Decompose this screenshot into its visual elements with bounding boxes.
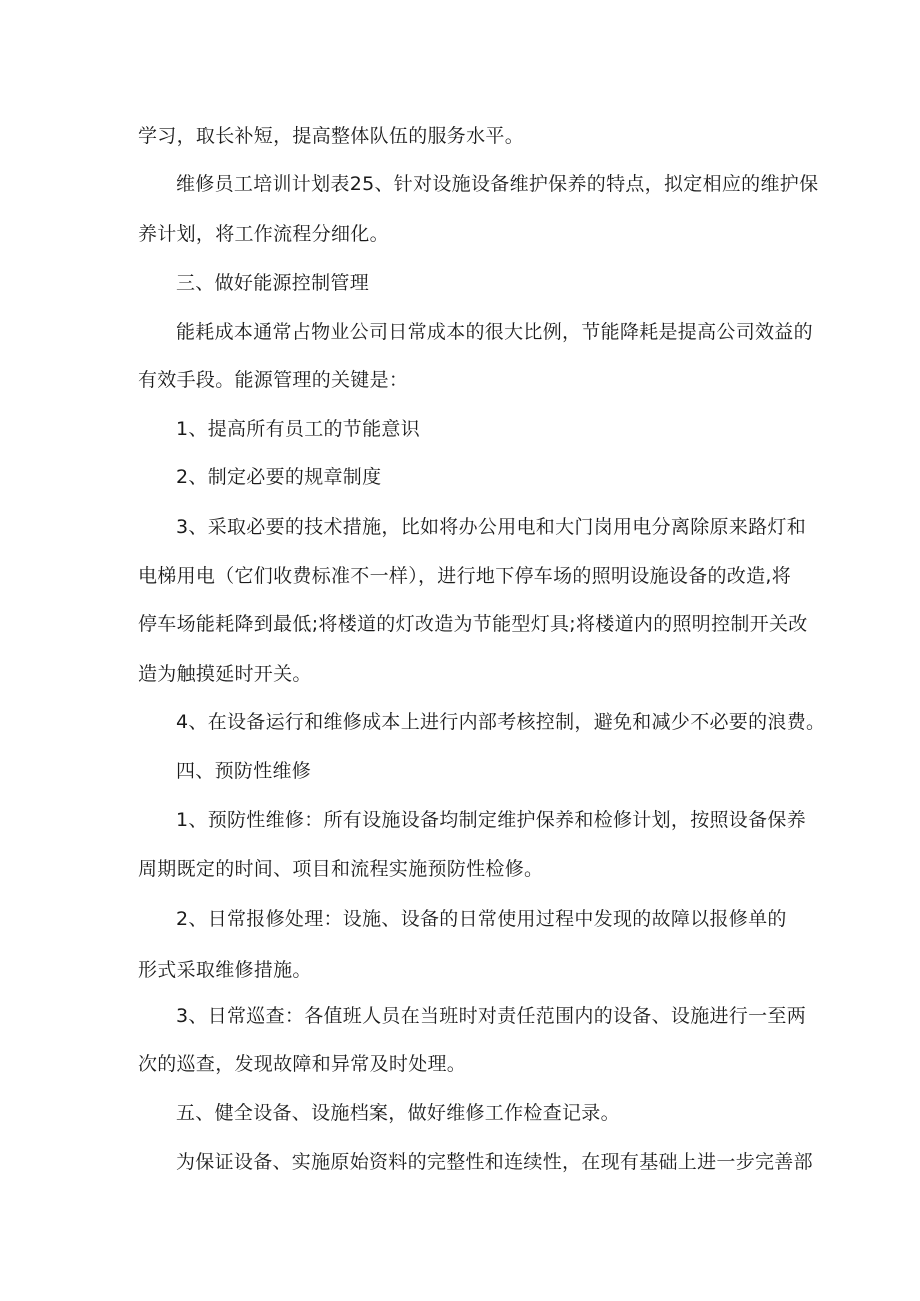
text-line: 停车场能耗降到最低;将楼道的灯改造为节能型灯具;将楼道内的照明控制开关改	[138, 613, 808, 635]
section-heading: 三、做好能源控制管理	[176, 272, 370, 294]
text-line: 为保证设备、实施原始资料的完整性和连续性，在现有基础上进一步完善部	[176, 1151, 813, 1173]
list-item: 1、预防性维修：所有设施设备均制定维护保养和检修计划，按照设备保养	[176, 809, 806, 831]
text-line: 形式采取维修措施。	[138, 959, 312, 981]
list-item: 4、在设备运行和维修成本上进行内部考核控制，避免和减少不必要的浪费。	[176, 711, 826, 733]
text-line: 次的巡查，发现故障和异常及时处理。	[138, 1053, 467, 1075]
list-item: 3、采取必要的技术措施，比如将办公用电和大门岗用电分离除原来路灯和	[176, 516, 806, 538]
section-heading: 四、预防性维修	[176, 760, 312, 782]
text-line: 养计划，将工作流程分细化。	[138, 223, 389, 245]
text-line: 能耗成本通常占物业公司日常成本的很大比例，节能降耗是提高公司效益的	[176, 321, 813, 343]
list-item: 1、提高所有员工的节能意识	[176, 418, 420, 440]
list-item: 2、制定必要的规章制度	[176, 466, 382, 488]
text-line: 维修员工培训计划表25、针对设施设备维护保养的特点，拟定相应的维护保	[176, 173, 819, 195]
text-line: 电梯用电（它们收费标准不一样），进行地下停车场的照明设施设备的改造,将	[138, 565, 792, 587]
text-line: 周期既定的时间、项目和流程实施预防性检修。	[138, 858, 544, 880]
section-heading: 五、健全设备、设施档案，做好维修工作检查记录。	[176, 1102, 620, 1124]
list-item: 2、日常报修处理：设施、设备的日常使用过程中发现的故障以报修单的	[176, 908, 787, 930]
list-item: 3、日常巡查：各值班人员在当班时对责任范围内的设备、设施进行一至两	[176, 1005, 806, 1027]
text-line: 造为触摸延时开关。	[138, 663, 312, 685]
text-line: 有效手段。能源管理的关键是：	[138, 369, 409, 391]
text-line: 学习，取长补短，提高整体队伍的服务水平。	[138, 125, 525, 147]
